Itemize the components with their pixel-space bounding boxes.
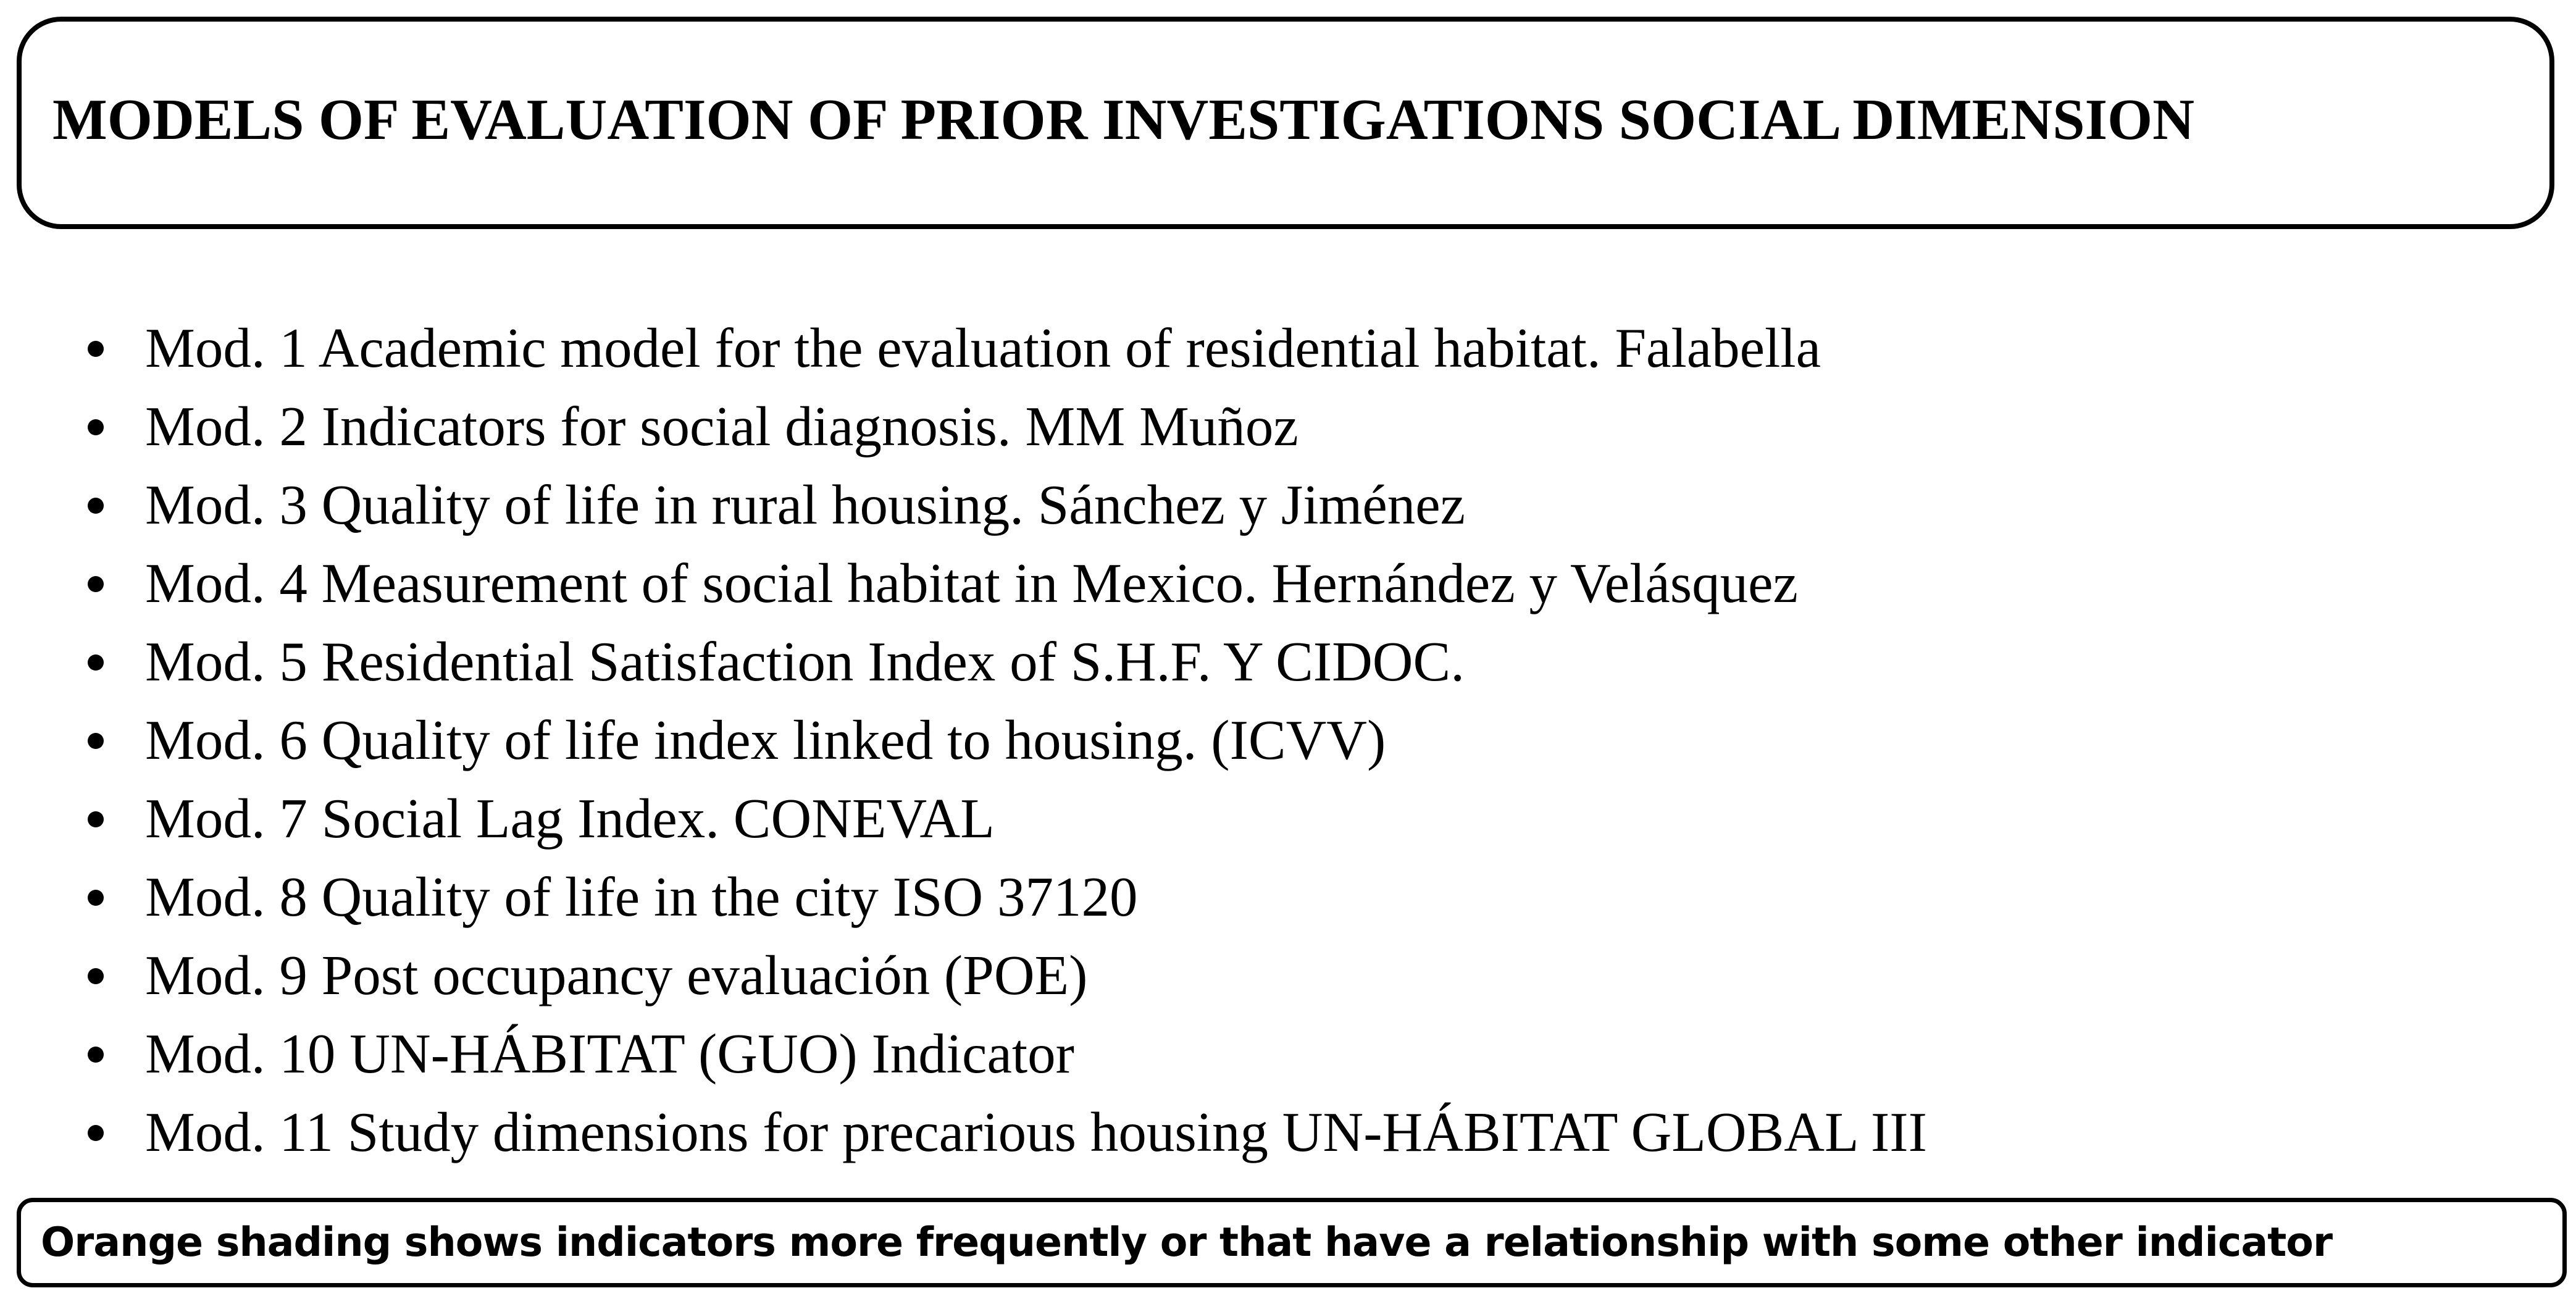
model-label: Mod. 5 Residential Satisfaction Index of S.H.F. Y CIDOC.	[145, 630, 1465, 693]
bullet-icon	[88, 890, 104, 906]
model-label: Mod. 8 Quality of life in the city ISO 37120	[145, 866, 1138, 928]
bullet-icon	[88, 968, 104, 984]
bullet-icon	[88, 1125, 104, 1141]
model-label: Mod. 3 Quality of life in rural housing. Sánchez y Jiménez	[145, 474, 1466, 536]
model-label: Mod. 7 Social Lag Index. CONEVAL	[145, 787, 995, 850]
bullet-icon	[88, 1047, 104, 1063]
page-title: MODELS OF EVALUATION OF PRIOR INVESTIGATIONS SOCIAL DIMENSION	[52, 88, 2195, 152]
bullet-icon	[88, 341, 104, 357]
model-label: Mod. 6 Quality of life index linked to housing. (ICVV)	[145, 709, 1386, 771]
note-text: Orange shading shows indicators more frequently or that have a relationship with some other indicator	[41, 1219, 2333, 1266]
note-box	[17, 1198, 2567, 1287]
model-label: Mod. 10 UN-HÁBITAT (GUO) Indicator	[145, 1022, 1074, 1085]
bullet-icon	[88, 811, 104, 827]
bullet-icon	[88, 419, 104, 435]
bullet-icon	[88, 654, 104, 671]
title-box	[17, 17, 2554, 229]
model-label: Mod. 9 Post occupancy evaluación (POE)	[145, 944, 1088, 1006]
model-label: Mod. 1 Academic model for the evaluation of residential habitat. Falabella	[145, 317, 1821, 379]
model-label: Mod. 2 Indicators for social diagnosis. MM Muñoz	[145, 395, 1298, 458]
model-label: Mod. 4 Measurement of social habitat in Mexico. Hernández y Velásquez	[145, 552, 1798, 614]
bullet-icon	[88, 576, 104, 592]
bullet-icon	[88, 498, 104, 514]
model-label: Mod. 11 Study dimensions for precarious housing UN-HÁBITAT GLOBAL III	[145, 1101, 1927, 1163]
bullet-icon	[88, 733, 104, 749]
